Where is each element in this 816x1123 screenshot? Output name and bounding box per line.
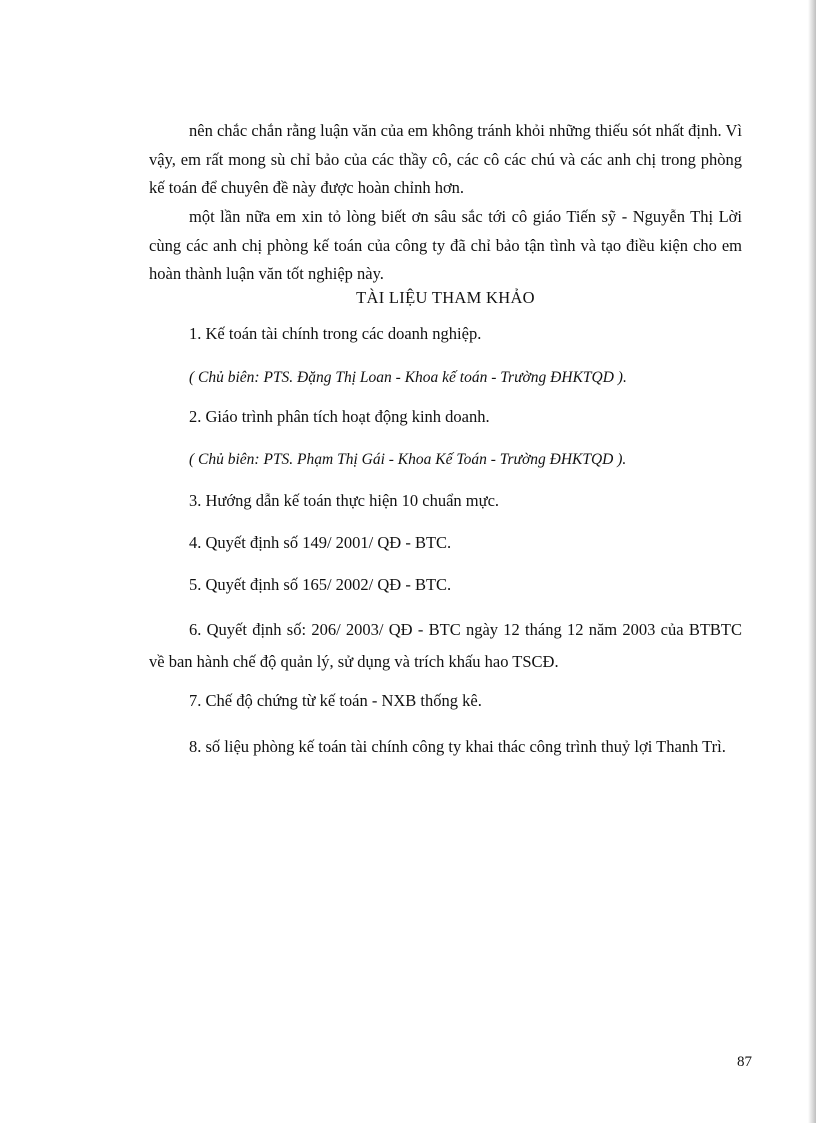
reference-1-note: ( Chủ biên: PTS. Đặng Thị Loan - Khoa kế toán - Trường ĐHKTQD ). <box>189 369 627 386</box>
paragraph-2-text: một lần nữa em xin tỏ lòng biết ơn sâu sắc tới cô giáo Tiến sỹ - Nguyễn Thị Lời cùng các anh chị phòng kế toán của công ty đã chỉ bảo tận tình và tạo điều kiện cho em hoàn thành luận văn tốt nghiệp này. <box>149 207 742 283</box>
reference-7: 7. Chế độ chứng từ kế toán - NXB thống kê. <box>189 691 482 710</box>
reference-3: 3. Hướng dẫn kế toán thực hiện 10 chuẩn mực. <box>189 491 500 510</box>
reference-4: 4. Quyết định số 149/ 2001/ QĐ - BTC. <box>189 533 452 552</box>
reference-5: 5. Quyết định số 165/ 2002/ QĐ - BTC. <box>189 575 452 594</box>
reference-2-note: ( Chủ biên: PTS. Phạm Thị Gái - Khoa Kế Toán - Trường ĐHKTQD ). <box>189 451 627 468</box>
reference-2: 2. Giáo trình phân tích hoạt động kinh doanh. <box>189 407 490 426</box>
page-number: 87 <box>737 1054 752 1070</box>
paragraph-1-text: nên chắc chắn rằng luận văn của em không tránh khỏi những thiếu sót nhất định. Vì vậy, em rất mong sù chỉ bảo của các thầy cô, các cô các chú và các anh chị trong phòng kế toán để chuyên đề này được hoàn chỉnh hơn. <box>149 121 742 197</box>
reference-8: 8. số liệu phòng kế toán tài chính công ty khai thác công trình thuỷ lợi Thanh Trì. <box>189 737 726 756</box>
references-heading: TÀI LIỆU THAM KHẢO <box>356 288 535 307</box>
paragraph-2 <box>149 203 742 289</box>
page-edge-shadow <box>808 0 816 1123</box>
reference-1: 1. Kế toán tài chính trong các doanh nghiệp. <box>189 324 482 343</box>
reference-6: 6. Quyết định số: 206/ 2003/ QĐ - BTC ngày 12 tháng 12 năm 2003 của BTBTC về ban hành chế độ quản lý, sử dụng và trích khấu hao TSCĐ. <box>149 620 742 671</box>
paragraph-1 <box>149 117 742 203</box>
